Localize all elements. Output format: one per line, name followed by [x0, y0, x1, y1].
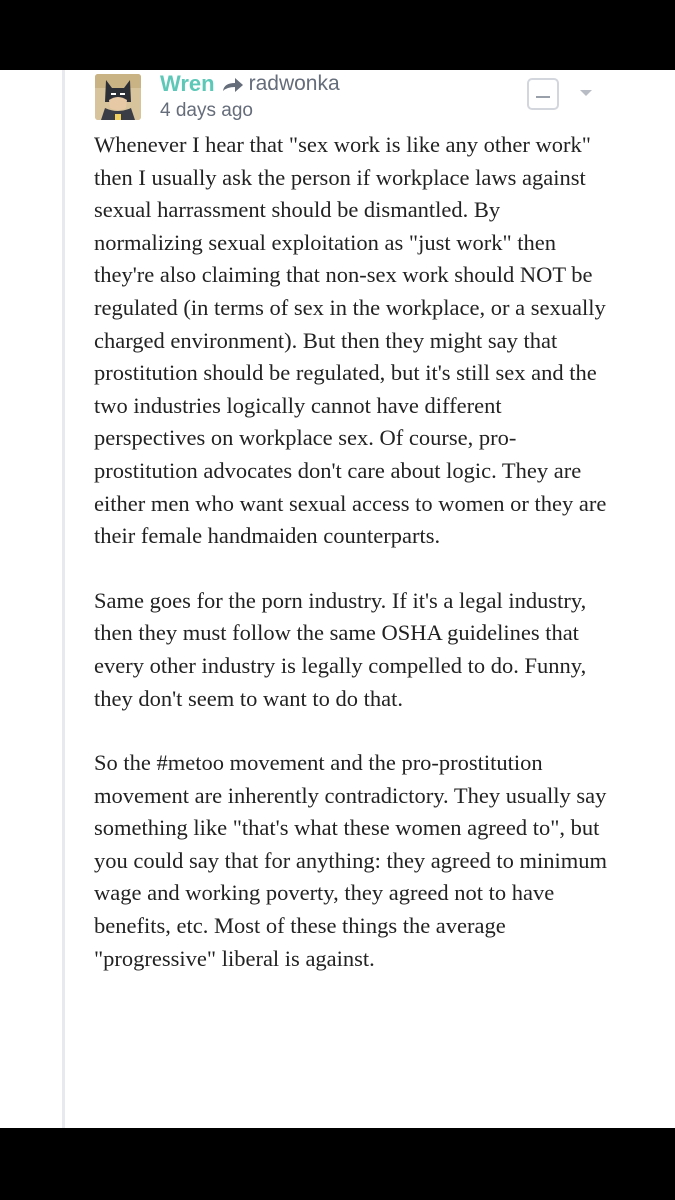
avatar-icon	[95, 74, 141, 120]
author-name[interactable]: Wren	[160, 71, 215, 96]
comment-body	[94, 129, 614, 975]
comment-panel	[0, 70, 675, 1128]
comment-meta	[160, 70, 340, 126]
comment-paragraph: So the #metoo movement and the pro-prostitution movement are inherently contradictory. They usually say something like "that's what these women agreed to", but you could say that for anything: they agreed to minimum wage and working poverty, they agreed not to have benefits, etc. Most of these things the average "progressive" liberal is against.	[94, 750, 608, 971]
minus-icon	[536, 96, 550, 98]
comment-paragraph: Whenever I hear that "sex work is like any other work" then I usually ask the person if workplace laws against sexual harrassment should be dismantled. By normalizing sexual exploitation as "just work" then they're also claiming that non-sex work should NOT be regulated (in terms of sex in the workplace, or a sexually charged environment). But then they might say that prostitution should be regulated, but it's still sex and the two industries logically cannot have different perspectives on workplace sex. Of course, pro-prostitution advocates don't care about logic. They are either men who want sexual access to women or they are their female handmaiden counterparts.	[94, 132, 607, 549]
thread-line	[62, 70, 65, 1128]
reply-arrow-icon	[221, 74, 245, 94]
comment-paragraph: Same goes for the porn industry. If it's a legal industry, then they must follow the same OSHA guidelines that every other industry is legally compelled to do. Funny, they don't seem to want to do that.	[94, 587, 587, 711]
reply-to-username[interactable]: radwonka	[248, 72, 340, 95]
chevron-down-icon[interactable]	[580, 90, 592, 96]
author-row	[160, 70, 340, 98]
comment-timestamp[interactable]: 4 days ago	[160, 100, 253, 121]
avatar[interactable]	[95, 74, 141, 120]
collapse-button[interactable]	[527, 78, 559, 110]
